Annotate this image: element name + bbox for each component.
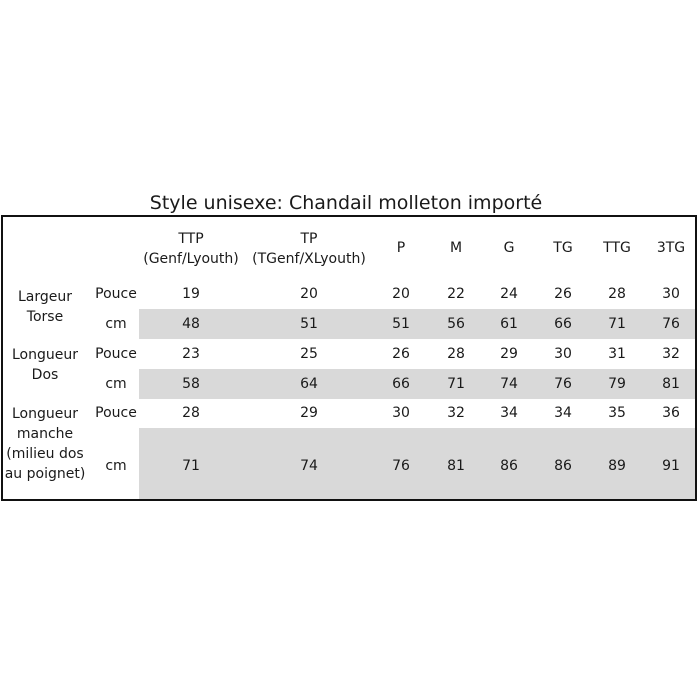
- table-cell: 51: [300, 316, 318, 332]
- table-cell: 89: [608, 458, 626, 474]
- table-cell: 76: [392, 458, 410, 474]
- column-header: [397, 238, 405, 258]
- column-header: [252, 229, 366, 269]
- column-header: [657, 238, 685, 258]
- chart-title: Style unisexe: Chandail molleton importé: [149, 192, 543, 214]
- measurement-label-line: (milieu dos: [6, 446, 84, 462]
- table-cell: 86: [554, 458, 572, 474]
- table-cell: 64: [300, 376, 318, 392]
- column-header-label: TTG: [603, 240, 631, 256]
- table-cell: 28: [447, 346, 465, 362]
- table-cell: 20: [392, 286, 410, 302]
- column-header: [450, 238, 462, 258]
- table-cell: 71: [608, 316, 626, 332]
- table-cell: 48: [182, 316, 200, 332]
- table-cell: 32: [447, 405, 465, 421]
- unit-label: cm: [105, 376, 127, 392]
- table-cell: 32: [662, 346, 680, 362]
- measurement-label: [5, 404, 86, 484]
- measurement-label-line: Longueur: [12, 347, 78, 363]
- measurement-label-line: Largeur: [17, 289, 73, 305]
- table-cell: 30: [554, 346, 572, 362]
- measurement-label-line: Longueur: [11, 406, 78, 422]
- table-cell: 79: [608, 376, 626, 392]
- measurement-label-line: manche: [16, 426, 74, 442]
- table-cell: 74: [300, 458, 318, 474]
- table-cell: 76: [554, 376, 572, 392]
- size-table: [1, 215, 697, 501]
- table-cell: 34: [500, 405, 518, 421]
- measurement-label-line: Torse: [26, 309, 64, 325]
- table-cell: 23: [182, 346, 200, 362]
- measurement-label-line: Dos: [31, 367, 59, 383]
- column-header: [143, 229, 239, 269]
- table-cell: 25: [300, 346, 318, 362]
- unit-label: Pouce: [95, 405, 137, 421]
- table-cell: 58: [182, 376, 200, 392]
- column-header-label: M: [449, 240, 463, 256]
- column-header: [504, 238, 515, 258]
- column-header-label: G: [503, 240, 515, 256]
- table-cell: 28: [182, 405, 200, 421]
- unit-label: Pouce: [95, 346, 137, 362]
- table-cell: 71: [447, 376, 465, 392]
- unit-label: cm: [105, 316, 127, 332]
- measurement-label: [12, 345, 78, 385]
- table-cell: 61: [500, 316, 518, 332]
- table-cell: 26: [392, 346, 410, 362]
- table-cell: 20: [300, 286, 318, 302]
- column-header-label: 3TG: [656, 240, 686, 256]
- table-cell: 31: [608, 346, 626, 362]
- table-cell: 22: [447, 286, 465, 302]
- table-cell: 81: [447, 458, 465, 474]
- unit-label: cm: [105, 458, 127, 474]
- table-cell: 76: [662, 316, 680, 332]
- column-header-label: TP: [300, 231, 318, 247]
- table-cell: 71: [182, 458, 200, 474]
- table-cell: 91: [662, 458, 680, 474]
- table-cell: 56: [447, 316, 465, 332]
- column-header-sub: (TGenf/XLyouth): [252, 251, 366, 267]
- table-cell: 29: [500, 346, 518, 362]
- column-header: [603, 238, 631, 258]
- column-header: [553, 238, 572, 258]
- table-cell: 86: [500, 458, 518, 474]
- column-header-label: TG: [553, 240, 573, 256]
- table-cell: 26: [554, 286, 572, 302]
- column-header-label: TTP: [178, 231, 204, 247]
- table-cell: 29: [300, 405, 318, 421]
- table-cell: 34: [554, 405, 572, 421]
- table-cell: 30: [392, 405, 410, 421]
- measurement-label: [18, 287, 72, 327]
- unit-label: Pouce: [95, 286, 137, 302]
- column-header-label: P: [396, 240, 406, 256]
- table-cell: 66: [392, 376, 410, 392]
- table-cell: 19: [182, 286, 200, 302]
- column-header-sub: (Genf/Lyouth): [143, 251, 239, 267]
- table-cell: 51: [392, 316, 410, 332]
- measurement-label-line: au poignet): [4, 466, 86, 482]
- table-cell: 35: [608, 405, 626, 421]
- table-cell: 36: [662, 405, 680, 421]
- table-cell: 30: [662, 286, 680, 302]
- table-cell: 24: [500, 286, 518, 302]
- table-cell: 81: [662, 376, 680, 392]
- table-cell: 66: [554, 316, 572, 332]
- table-cell: 28: [608, 286, 626, 302]
- table-cell: 74: [500, 376, 518, 392]
